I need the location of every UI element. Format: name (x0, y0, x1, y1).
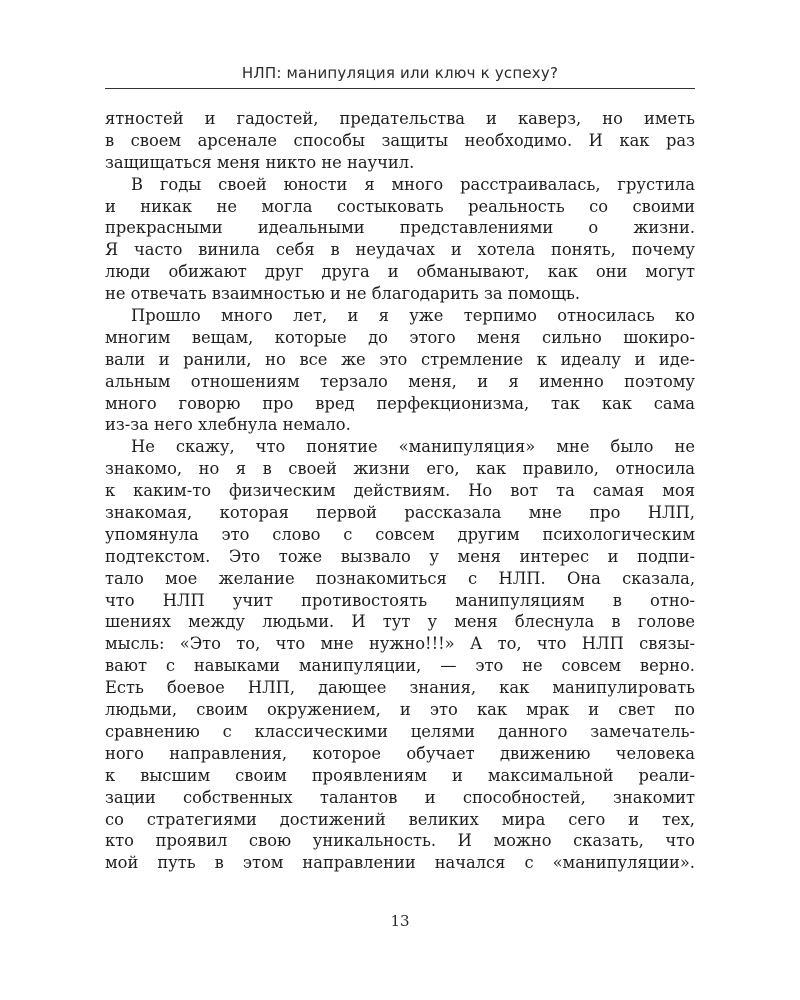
text-line-12: вали и ранили, но все же это стремление к идеалу и иде- (105, 349, 695, 369)
text-line-28: людьми, своим окружением, и это как мрак и свет по (105, 700, 695, 720)
text-line-7: Я часто винила себя в неудачах и хотела понять, почему (105, 240, 695, 260)
page-number: 13 (390, 912, 410, 930)
text-line-11: многим вещам, которые до этого меня сильно шокиро- (105, 327, 695, 347)
text-line-16: Не скажу, что понятие «манипуляция» мне было не (131, 437, 695, 457)
text-line-24: шениях между людьми. И тут у меня блеснула в голове (105, 612, 695, 632)
text-line-3: защищаться меня никто не научил. (105, 152, 415, 172)
text-line-6: прекрасными идеальными представлениями о жизни. (105, 218, 695, 238)
text-line-29: сравнению с классическими целями данного замечатель- (105, 721, 695, 741)
text-line-31: к высшим своим проявлениям и максимальной реали- (105, 765, 695, 785)
running-header: НЛП: манипуляция или ключ к успеху? (241, 64, 559, 82)
text-line-9: не отвечать взаимностью и не благодарить за помощь. (105, 284, 581, 304)
text-line-13: альным отношениям терзало меня, и я именно поэтому (105, 371, 695, 391)
text-line-33: со стратегиями достижений великих мира сего и тех, (105, 809, 695, 829)
body-text (105, 108, 695, 874)
text-line-32: зации собственных талантов и способностей, знакомит (105, 787, 695, 807)
text-line-5: и никак не могла состыковать реальность со своими (105, 196, 695, 216)
text-line-35: мой путь в этом направлении начался с «манипуляции». (105, 853, 695, 873)
text-line-22: тало мое желание познакомиться с НЛП. Она сказала, (105, 568, 695, 588)
text-line-2: в своем арсенале способы защиты необходимо. И как раз (105, 130, 695, 150)
text-line-10: Прошло много лет, и я уже терпимо относилась ко (131, 306, 695, 326)
text-line-4: В годы своей юности я много расстраивалась, грустила (131, 174, 695, 194)
text-line-19: знакомая, которая первой рассказала мне про НЛП, (105, 503, 695, 523)
text-line-26: вают с навыками манипуляции, — это не совсем верно. (105, 656, 695, 676)
text-line-17: знакомо, но я в своей жизни его, как правило, относила (105, 459, 695, 479)
header-rule (105, 88, 695, 89)
text-line-27: Есть боевое НЛП, дающее знания, как манипулировать (105, 678, 695, 698)
text-line-21: подтекстом. Это тоже вызвало у меня интерес и подпи- (105, 546, 695, 566)
text-line-20: упомянула это слово с совсем другим психологическим (105, 524, 695, 544)
text-line-34: кто проявил свою уникальность. И можно сказать, что (105, 831, 695, 851)
text-line-25: мысль: «Это то, что мне нужно!!!» А то, что НЛП связы- (105, 634, 695, 654)
text-line-8: люди обижают друг друга и обманывают, как они могут (105, 262, 695, 282)
text-line-1: ятностей и гадостей, предательства и каверз, но иметь (105, 109, 695, 128)
text-line-23: что НЛП учит противостоять манипуляциям в отно- (105, 590, 695, 610)
text-line-30: ного направления, которое обучает движению человека (105, 743, 695, 763)
text-line-18: к каким-то физическим действиям. Но вот та самая моя (105, 481, 695, 501)
text-line-14: много говорю про вред перфекционизма, так как сама (105, 393, 695, 413)
text-line-15: из-за него хлебнула немало. (105, 415, 351, 435)
